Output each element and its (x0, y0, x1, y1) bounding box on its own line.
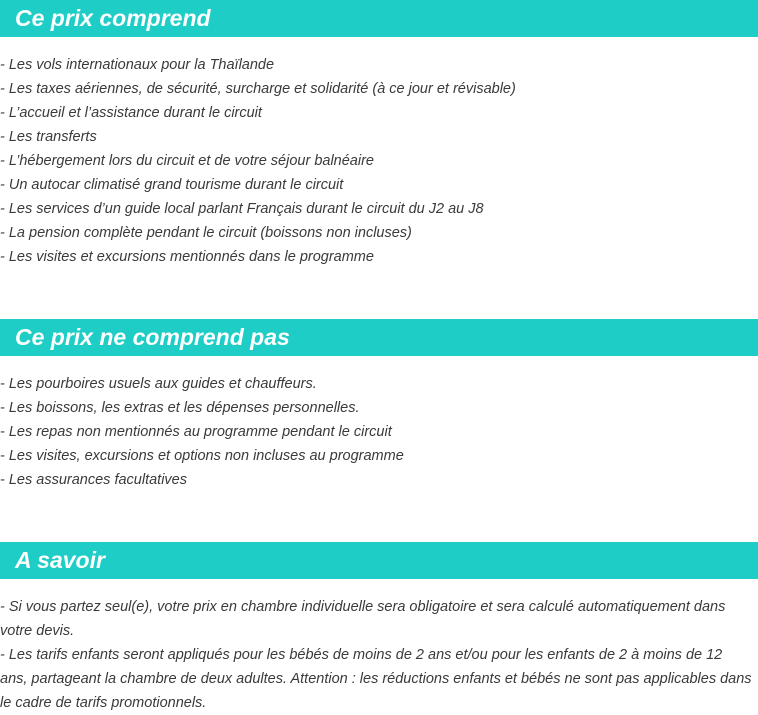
list-item: - Un autocar climatisé grand tourisme durant le circuit (0, 177, 344, 193)
list-item: - Les assurances facultatives (0, 472, 187, 488)
section-header-not-included (0, 319, 758, 356)
list-item: - Les services d’un guide local parlant Français durant le circuit du J2 au J8 (0, 201, 484, 217)
section-good-to-know (0, 542, 758, 715)
list-item: - Les visites et excursions mentionnés dans le programme (0, 249, 374, 265)
section-not-included (0, 319, 758, 492)
list-item: - L’accueil et l’assistance durant le circuit (0, 105, 262, 121)
section-title-not-included: Ce prix ne comprend pas (15, 324, 290, 350)
list-item: - Les pourboires usuels aux guides et chauffeurs. (0, 376, 317, 392)
list-item: - Les taxes aériennes, de sécurité, surcharge et solidarité (à ce jour et révisable) (0, 81, 516, 97)
section-header-good-to-know (0, 542, 758, 579)
list-item: - Les repas non mentionnés au programme pendant le circuit (0, 424, 392, 440)
section-title-included: Ce prix comprend (15, 5, 211, 31)
list-item: - Les vols internationaux pour la Thaïlande (0, 57, 275, 73)
included-list (0, 53, 758, 269)
not-included-list (0, 372, 758, 492)
section-included (0, 0, 758, 269)
list-item: - Les transferts (0, 129, 97, 145)
good-to-know-body (0, 595, 758, 715)
section-header-included (0, 0, 758, 37)
section-title-good-to-know: A savoir (15, 547, 105, 573)
list-item: - La pension complète pendant le circuit (boissons non incluses) (0, 225, 412, 241)
list-item: - Les boissons, les extras et les dépenses personnelles. (0, 400, 360, 416)
info-paragraph: - Les tarifs enfants seront appliqués pour les bébés de moins de 2 ans et/ou pour les enfants de 2 à moins de 12 ans, partageant la chambre de deux adultes. Attention : les réductions enfants et bébés ne sont pas applicables dans le cadre de tarifs promotionnels. (0, 647, 752, 711)
info-paragraph: - Si vous partez seul(e), votre prix en chambre individuelle sera obligatoire et sera calculé automatiquement dans votre devis. (0, 599, 726, 639)
list-item: - L’hébergement lors du circuit et de votre séjour balnéaire (0, 153, 374, 169)
list-item: - Les visites, excursions et options non incluses au programme (0, 448, 404, 464)
